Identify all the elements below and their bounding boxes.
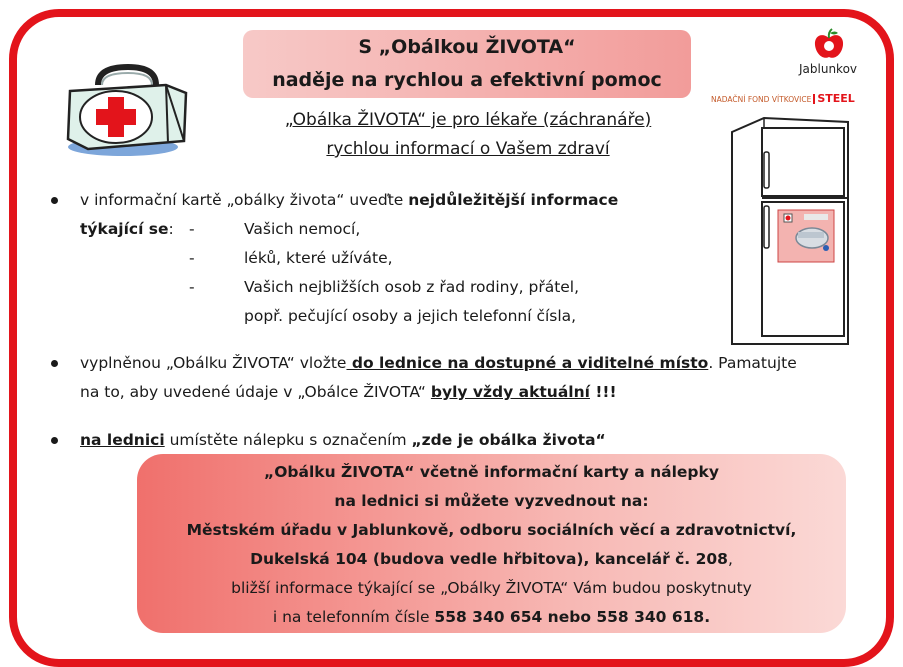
subtitle-line-2: rychlou informací o Vašem zdraví <box>326 139 610 159</box>
bullet-2-line-2 <box>80 378 617 407</box>
bullet-1-line-1 <box>80 186 618 215</box>
list-item-1: Vašich nemocí, <box>244 220 361 238</box>
bullet-1-intro: v informační kartě „obálky života“ uveďte <box>80 191 409 209</box>
bullet-2-part-1: vyplněnou „Obálku ŽIVOTA“ vložte <box>80 354 347 372</box>
info-address-tail: , <box>727 550 733 568</box>
foundation-logo <box>711 92 855 105</box>
info-line-4 <box>137 545 846 574</box>
town-logo-text: Jablunkov <box>799 62 858 76</box>
list-item-2: léků, které užíváte, <box>244 249 393 267</box>
bullet-2-line-1 <box>80 349 797 378</box>
bullet-3-part-3: „zde je obálka života“ <box>411 431 606 449</box>
first-aid-kit-icon <box>58 63 198 163</box>
bullet-2-line-2-c: !!! <box>589 383 617 401</box>
bullet-2-line-2-b: byly vždy aktuální <box>430 383 590 401</box>
bullet-1-label-text: týkající se <box>80 220 169 238</box>
subtitle-line-1: „Obálka ŽIVOTA“ je pro lékaře (záchranáře) <box>284 110 652 130</box>
bullet-3-part-1: na lednici <box>80 431 165 449</box>
info-phone-numbers: 558 340 654 nebo 558 340 618. <box>434 608 711 626</box>
info-box <box>137 454 846 633</box>
info-line-2: na lednici si můžete vyzvednout na: <box>334 492 649 510</box>
title-banner <box>243 30 691 98</box>
info-line-1: „Obálku ŽIVOTA“ včetně informační karty a nálepky <box>264 463 719 481</box>
info-line-6 <box>137 603 846 632</box>
list-item-3: Vašich nejbližších osob z řad rodiny, přátel, <box>244 278 580 296</box>
info-address: Dukelská 104 (budova vedle hřbitova), kancelář č. 208 <box>250 550 728 568</box>
subtitle <box>243 106 693 164</box>
title-line-1: S „Obálkou ŽIVOTA“ <box>358 36 576 58</box>
bullet-1-label-colon: : <box>168 220 174 238</box>
bullet-1-dot <box>51 197 58 204</box>
bullet-2-part-3: . Pamatujte <box>708 354 797 372</box>
title-line-2: naděje na rychlou a efektivní pomoc <box>272 69 662 91</box>
info-phone-label: i na telefonním čísle <box>272 608 435 626</box>
bullet-1-label <box>80 215 174 244</box>
bullet-3-part-2: umístěte nálepku s označením <box>164 431 412 449</box>
bullet-2-line-2-a: na to, aby uvedené údaje v „Obálce ŽIVOTA“ <box>80 383 431 401</box>
bullet-3-dot <box>51 437 58 444</box>
bullet-2-dot <box>51 360 58 367</box>
bullet-3-line <box>80 426 606 455</box>
bullet-2-part-2: do lednice na dostupné a viditelné místo <box>346 354 709 372</box>
bullet-1-intro-bold: nejdůležitější informace <box>408 191 619 209</box>
info-line-5: bližší informace týkající se „Obálky ŽIVOTA“ Vám budou poskytnuty <box>231 579 752 597</box>
apple-logo-icon <box>812 28 846 62</box>
list-dash-1: - <box>189 220 195 238</box>
foundation-logo-name: NADAČNÍ FOND VÍTKOVICE <box>711 95 812 104</box>
foundation-logo-brand: STEEL <box>817 92 855 105</box>
foundation-logo-divider <box>813 94 815 104</box>
fridge-icon <box>724 110 854 350</box>
list-dash-3: - <box>189 278 195 296</box>
info-line-3: Městském úřadu v Jablunkově, odboru sociálních věcí a zdravotnictví, <box>186 521 797 539</box>
list-dash-2: - <box>189 249 195 267</box>
list-item-3-continuation: popř. pečující osoby a jejich telefonní čísla, <box>244 307 577 325</box>
